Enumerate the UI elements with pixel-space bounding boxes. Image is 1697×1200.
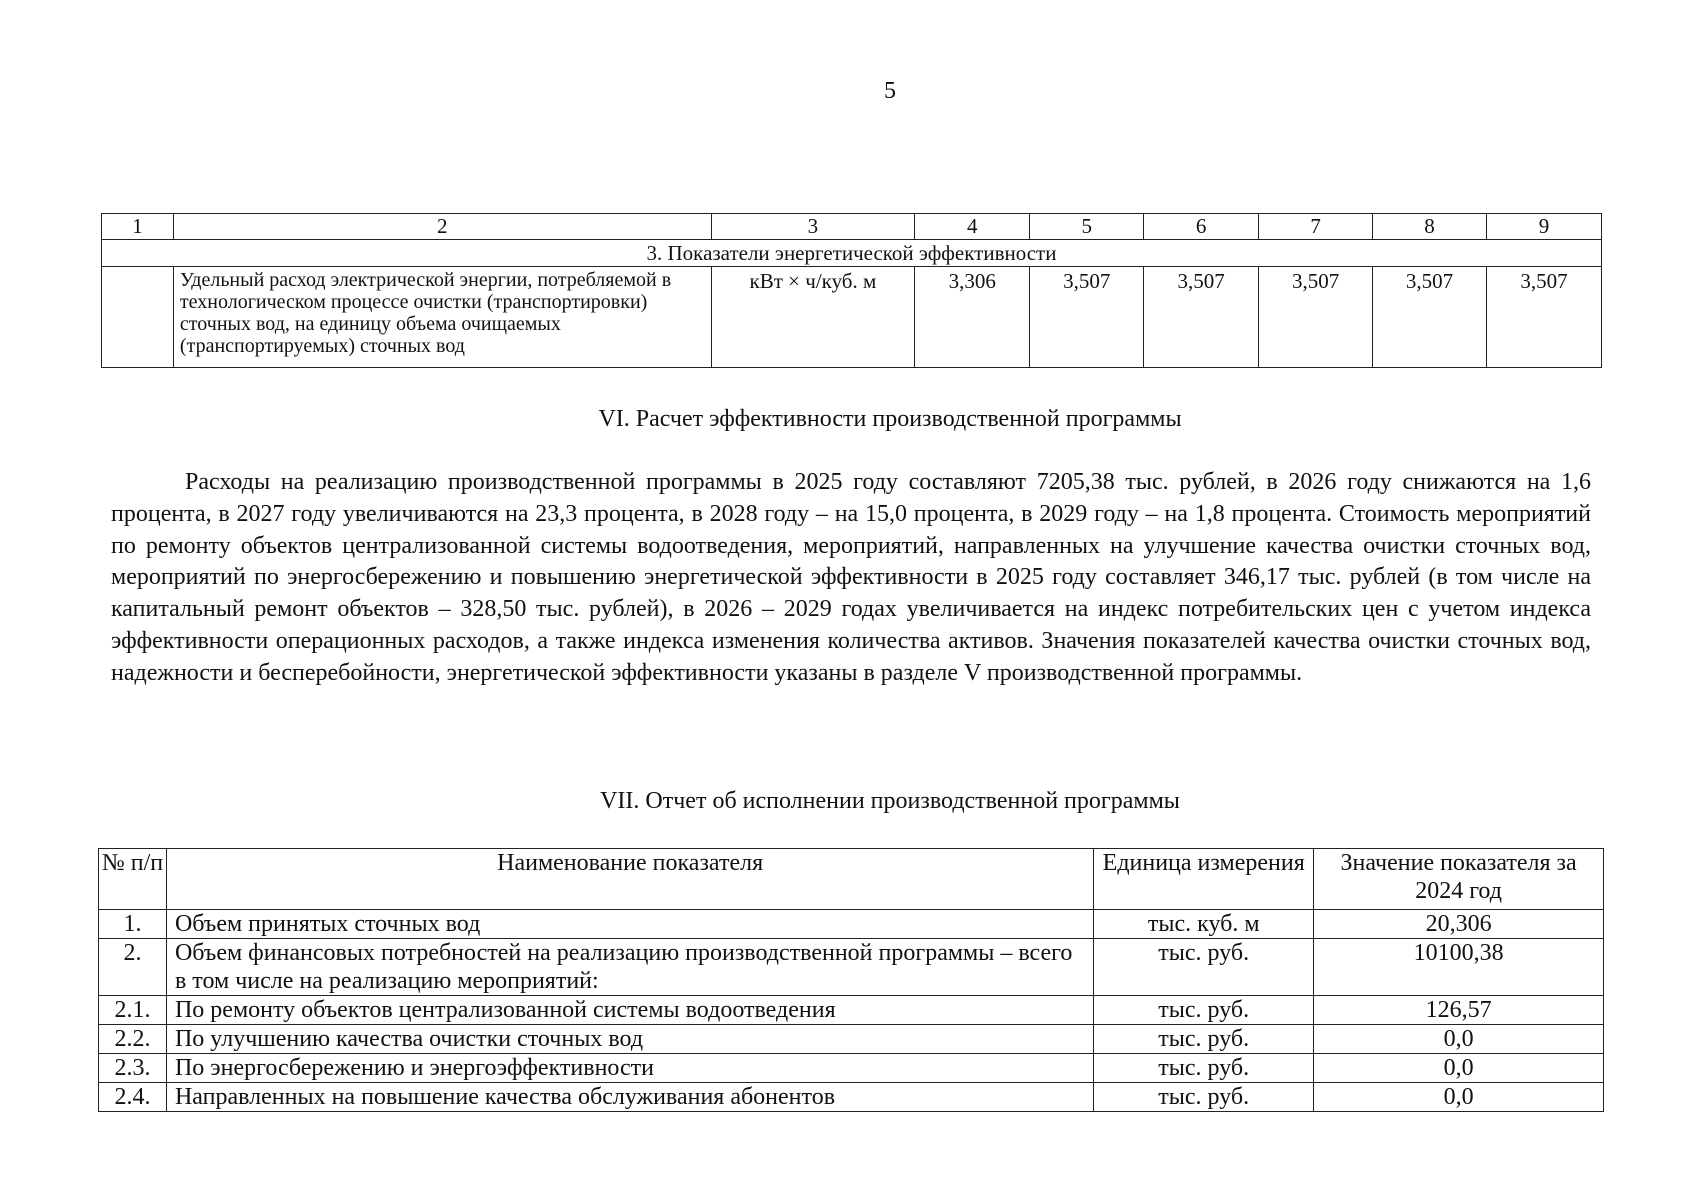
indicator-name: Удельный расход электрической энергии, потребляемой в технологическом процессе очистки (транспортировки) сточных вод, на единицу объема очищаемых (транспортируемых) сточных вод bbox=[173, 267, 711, 368]
row-value: 126,57 bbox=[1314, 996, 1604, 1025]
column-number: 6 bbox=[1144, 214, 1259, 240]
row-number: 2.4. bbox=[99, 1083, 167, 1112]
table-row bbox=[99, 1054, 1604, 1083]
section-7-title: VII. Отчет об исполнении производственной программы bbox=[600, 788, 1180, 814]
energy-efficiency-table bbox=[101, 213, 1602, 368]
section-row bbox=[102, 240, 1602, 267]
column-number: 1 bbox=[102, 214, 174, 240]
row-unit: тыс. руб. bbox=[1094, 996, 1314, 1025]
row-value: 0,0 bbox=[1314, 1083, 1604, 1112]
row-name: По улучшению качества очистки сточных вод bbox=[166, 1025, 1093, 1054]
header-value: Значение показателя за 2024 год bbox=[1314, 849, 1604, 910]
indicator-value: 3,507 bbox=[1373, 267, 1487, 368]
table-row bbox=[102, 267, 1602, 368]
column-number: 7 bbox=[1259, 214, 1373, 240]
table-row bbox=[99, 996, 1604, 1025]
row-name-main: Объем финансовых потребностей на реализацию производственной программы – всего bbox=[174, 940, 1073, 966]
row-value: 10100,38 bbox=[1314, 939, 1604, 996]
row-number bbox=[102, 267, 174, 368]
column-number: 3 bbox=[711, 214, 915, 240]
row-number: 2. bbox=[99, 939, 167, 996]
row-name bbox=[166, 939, 1093, 996]
row-unit: тыс. руб. bbox=[1094, 1054, 1314, 1083]
indicator-value: 3,507 bbox=[1030, 267, 1144, 368]
column-number-row bbox=[102, 214, 1602, 240]
section-6-title: VI. Расчет эффективности производственной программы bbox=[598, 406, 1182, 432]
row-value: 0,0 bbox=[1314, 1054, 1604, 1083]
indicator-unit: кВт × ч/куб. м bbox=[711, 267, 915, 368]
row-unit: тыс. руб. bbox=[1094, 939, 1314, 996]
row-name: Объем принятых сточных вод bbox=[166, 910, 1093, 939]
row-unit: тыс. руб. bbox=[1094, 1025, 1314, 1054]
indicator-value: 3,507 bbox=[1487, 267, 1602, 368]
column-number: 8 bbox=[1373, 214, 1487, 240]
row-unit: тыс. руб. bbox=[1094, 1083, 1314, 1112]
header-unit: Единица измерения bbox=[1094, 849, 1314, 910]
row-unit: тыс. куб. м bbox=[1094, 910, 1314, 939]
row-value: 20,306 bbox=[1314, 910, 1604, 939]
row-number: 2.2. bbox=[99, 1025, 167, 1054]
column-number: 4 bbox=[915, 214, 1030, 240]
row-name: По ремонту объектов централизованной системы водоотведения bbox=[166, 996, 1093, 1025]
column-number: 2 bbox=[173, 214, 711, 240]
indicator-value: 3,507 bbox=[1259, 267, 1373, 368]
table-row bbox=[99, 939, 1604, 996]
header-number: № п/п bbox=[99, 849, 167, 910]
row-number: 2.3. bbox=[99, 1054, 167, 1083]
section-6-text: Расходы на реализацию производственной программы в 2025 году составляют 7205,38 тыс. рублей, в 2026 году снижаются на 1,6 процента, в 2027 году увеличиваются на 23,3 процента, в 2028 году – на 15,0 процента, в 2029 году – на 1,8 процента. Стоимость мероприятий по ремонту объектов централизованной системы водоотведения, мероприятий, направленных на улучшение качества очистки сточных вод, мероприятий по энергосбережению и повышению энергетической эффективности в 2025 году составляет 346,17 тыс. рублей (в том числе на капитальный ремонт объектов – 328,50 тыс. рублей), в 2026 – 2029 годах увеличивается на индекс потребительских цен с учетом индекса эффективности операционных расходов, а также индекса изменения количества активов. Значения показателей качества очистки сточных вод, надежности и бесперебойности, энергетической эффективности указаны в разделе V производственной программы. bbox=[111, 469, 1591, 686]
program-report-table bbox=[98, 848, 1604, 1112]
table-row bbox=[99, 910, 1604, 939]
row-name-sub: в том числе на реализацию мероприятий: bbox=[174, 968, 599, 994]
page-number: 5 bbox=[884, 78, 896, 104]
header-row bbox=[99, 849, 1604, 910]
row-number: 2.1. bbox=[99, 996, 167, 1025]
column-number: 5 bbox=[1030, 214, 1144, 240]
section-title: 3. Показатели энергетической эффективности bbox=[102, 240, 1602, 267]
header-name: Наименование показателя bbox=[166, 849, 1093, 910]
indicator-value: 3,306 bbox=[915, 267, 1030, 368]
row-value: 0,0 bbox=[1314, 1025, 1604, 1054]
row-number: 1. bbox=[99, 910, 167, 939]
table-row bbox=[99, 1083, 1604, 1112]
row-name: Направленных на повышение качества обслуживания абонентов bbox=[166, 1083, 1093, 1112]
column-number: 9 bbox=[1487, 214, 1602, 240]
indicator-value: 3,507 bbox=[1144, 267, 1259, 368]
table-row bbox=[99, 1025, 1604, 1054]
row-name: По энергосбережению и энергоэффективности bbox=[166, 1054, 1093, 1083]
